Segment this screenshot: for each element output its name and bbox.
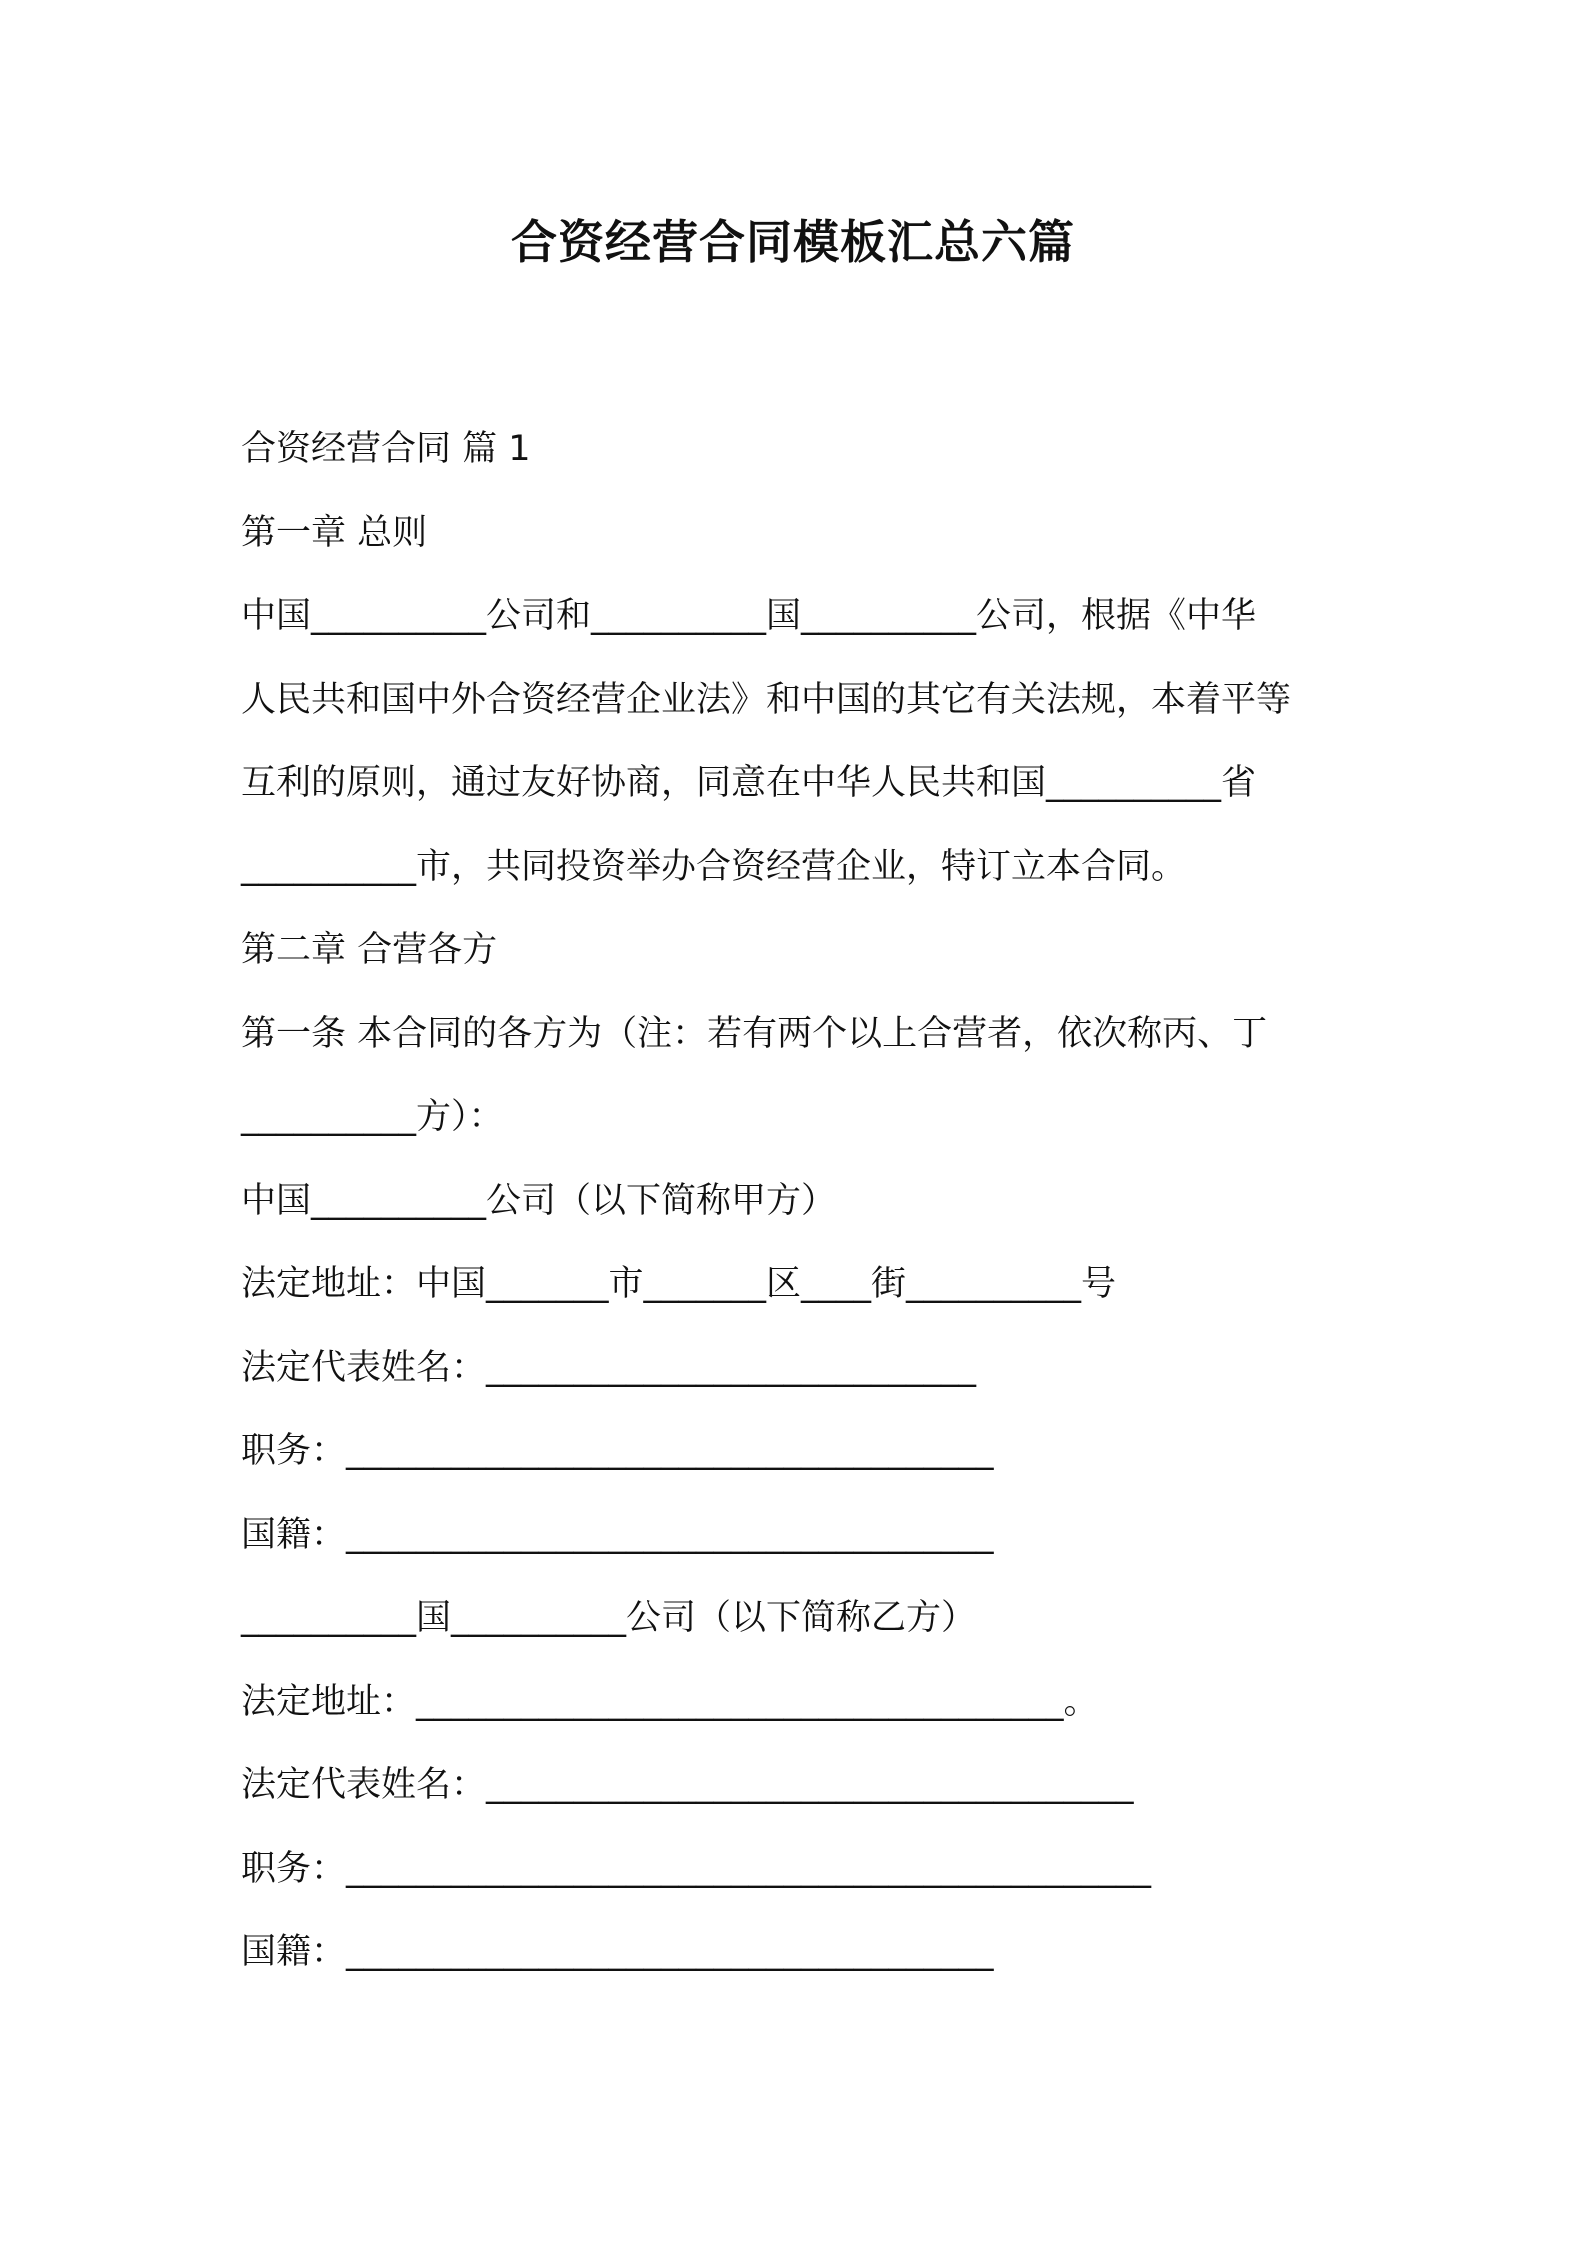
document-title: 合资经营合同模板汇总六篇: [511, 215, 1075, 269]
paragraph-line: __________市，共同投资举办合资经营企业，特订立本合同。: [241, 846, 1187, 887]
party-a-address-line: 法定地址：中国_______市_______区____街__________号: [241, 1264, 1117, 1304]
paragraph-line: 人民共和国中外合资经营企业法》和中国的其它有关法规，本着平等: [241, 679, 1292, 720]
chapter-heading-general: 第一章 总则: [241, 512, 428, 553]
paragraph-line: 中国__________公司和__________国__________公司，根据《中华: [241, 596, 1257, 636]
chapter-heading-parties: 第二章 合营各方: [241, 930, 498, 970]
party-b-name-line: __________国__________公司（以下简称乙方）: [241, 1598, 977, 1638]
paragraph-line: 互利的原则，通过友好协商，同意在中华人民共和国__________省: [241, 763, 1257, 803]
party-a-position-line: 职务：_____________________________________: [241, 1431, 994, 1471]
party-b-representative-line: 法定代表姓名：_____________________________________: [241, 1765, 1134, 1805]
article-line: __________方）：: [241, 1097, 504, 1137]
document-body: [241, 408, 1361, 1995]
party-a-name-line: 中国__________公司（以下简称甲方）: [241, 1180, 837, 1221]
section-heading-part-1: 合资经营合同 篇 1: [241, 429, 531, 469]
party-a-representative-line: 法定代表姓名：____________________________: [241, 1347, 977, 1388]
party-b-position-line: 职务：______________________________________________: [241, 1848, 1152, 1889]
party-a-nationality-line: 国籍：_____________________________________: [241, 1514, 994, 1555]
article-line: 第一条 本合同的各方为（注：若有两个以上合营者，依次称丙、丁: [241, 1013, 1268, 1054]
party-b-address-line: 法定地址：_____________________________________。: [241, 1681, 1099, 1722]
party-b-nationality-line: 国籍：_____________________________________: [241, 1932, 994, 1972]
